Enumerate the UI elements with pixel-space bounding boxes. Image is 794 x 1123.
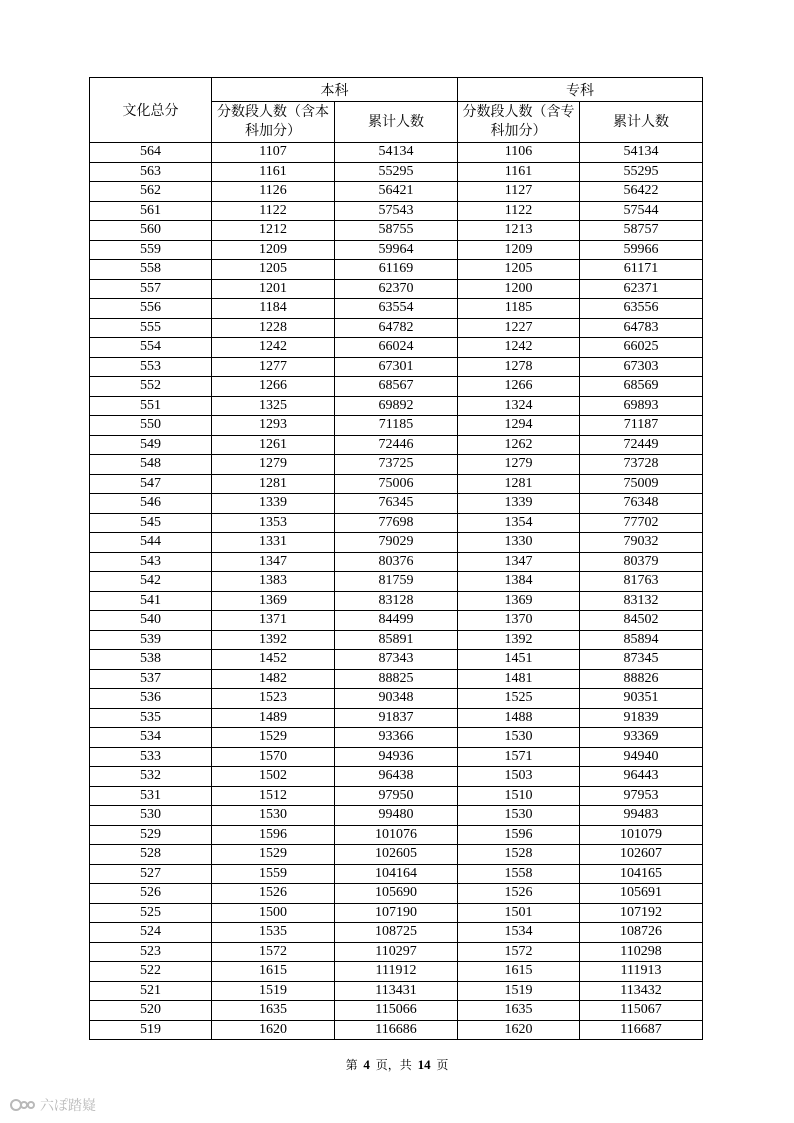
zhuanke-cumulative-cell: 80379: [580, 552, 703, 572]
score-cell: 520: [90, 1001, 212, 1021]
zhuanke-cumulative-cell: 90351: [580, 689, 703, 709]
score-cell: 531: [90, 786, 212, 806]
benke-cumulative-cell: 67301: [335, 357, 458, 377]
table-row: [90, 435, 703, 455]
benke-cumulative-cell: 69892: [335, 396, 458, 416]
benke-count-cell: 1615: [212, 962, 335, 982]
score-cell: 554: [90, 338, 212, 358]
table-row: [90, 1020, 703, 1040]
table-row: [90, 981, 703, 1001]
benke-count-cell: 1347: [212, 552, 335, 572]
zhuanke-cumulative-cell: 63556: [580, 299, 703, 319]
benke-cumulative-cell: 61169: [335, 260, 458, 280]
zhuanke-cumulative-cell: 96443: [580, 767, 703, 787]
score-cell: 525: [90, 903, 212, 923]
table-row: [90, 611, 703, 631]
benke-cumulative-cell: 111912: [335, 962, 458, 982]
benke-cumulative-cell: 97950: [335, 786, 458, 806]
score-cell: 523: [90, 942, 212, 962]
benke-count-cell: 1371: [212, 611, 335, 631]
score-cell: 530: [90, 806, 212, 826]
table-row: [90, 825, 703, 845]
zhuanke-count-cell: 1530: [458, 728, 580, 748]
score-cell: 550: [90, 416, 212, 436]
zhuanke-count-cell: 1242: [458, 338, 580, 358]
table-row: [90, 260, 703, 280]
footer-page-number: 4: [363, 1057, 370, 1072]
zhuanke-cumulative-cell: 88826: [580, 669, 703, 689]
zhuanke-count-cell: 1571: [458, 747, 580, 767]
benke-count-cell: 1261: [212, 435, 335, 455]
zhuanke-cumulative-cell: 107192: [580, 903, 703, 923]
score-cell: 553: [90, 357, 212, 377]
zhuanke-cumulative-cell: 108726: [580, 923, 703, 943]
zhuanke-cumulative-cell: 101079: [580, 825, 703, 845]
benke-count-cell: 1620: [212, 1020, 335, 1040]
benke-count-cell: 1353: [212, 513, 335, 533]
footer-middle: 页，共: [375, 1058, 412, 1072]
score-cell: 556: [90, 299, 212, 319]
benke-cumulative-cell: 88825: [335, 669, 458, 689]
zhuanke-count-cell: 1278: [458, 357, 580, 377]
table-row: [90, 513, 703, 533]
zhuanke-count-cell: 1503: [458, 767, 580, 787]
zhuanke-count-cell: 1294: [458, 416, 580, 436]
table-row: [90, 182, 703, 202]
zhuanke-count-cell: 1392: [458, 630, 580, 650]
score-cell: 558: [90, 260, 212, 280]
benke-count-cell: 1529: [212, 728, 335, 748]
zhuanke-count-cell: 1369: [458, 591, 580, 611]
zhuanke-cumulative-cell: 61171: [580, 260, 703, 280]
table-row: [90, 903, 703, 923]
score-cell: 546: [90, 494, 212, 514]
benke-cumulative-cell: 80376: [335, 552, 458, 572]
benke-cumulative-cell: 64782: [335, 318, 458, 338]
zhuanke-count-cell: 1370: [458, 611, 580, 631]
zhuanke-count-cell: 1635: [458, 1001, 580, 1021]
benke-count-cell: 1209: [212, 240, 335, 260]
benke-cumulative-cell: 81759: [335, 572, 458, 592]
zhuanke-cumulative-cell: 93369: [580, 728, 703, 748]
benke-cumulative-cell: 79029: [335, 533, 458, 553]
benke-cumulative-cell: 63554: [335, 299, 458, 319]
benke-cumulative-cell: 101076: [335, 825, 458, 845]
table-row: [90, 591, 703, 611]
zhuanke-count-cell: 1330: [458, 533, 580, 553]
table-row: [90, 455, 703, 475]
footer-total-pages: 14: [417, 1057, 431, 1072]
benke-cumulative-cell: 102605: [335, 845, 458, 865]
benke-cumulative-cell: 54134: [335, 143, 458, 163]
score-cell: 521: [90, 981, 212, 1001]
score-distribution-table: [89, 77, 703, 1040]
zhuanke-count-cell: 1528: [458, 845, 580, 865]
score-cell: 535: [90, 708, 212, 728]
score-cell: 539: [90, 630, 212, 650]
logo-icon: [10, 1097, 36, 1113]
zhuanke-cumulative-cell: 58757: [580, 221, 703, 241]
benke-cumulative-cell: 108725: [335, 923, 458, 943]
benke-cumulative-cell: 84499: [335, 611, 458, 631]
table-row: [90, 162, 703, 182]
benke-count-cell: 1502: [212, 767, 335, 787]
score-cell: 526: [90, 884, 212, 904]
zhuanke-cumulative-cell: 62371: [580, 279, 703, 299]
table-row: [90, 942, 703, 962]
benke-count-cell: 1242: [212, 338, 335, 358]
zhuanke-cumulative-cell: 55295: [580, 162, 703, 182]
zhuanke-cumulative-cell: 115067: [580, 1001, 703, 1021]
table-row: [90, 864, 703, 884]
zhuanke-count-cell: 1262: [458, 435, 580, 455]
zhuanke-count-cell: 1501: [458, 903, 580, 923]
zhuanke-cumulative-cell: 113432: [580, 981, 703, 1001]
zhuanke-cumulative-cell: 99483: [580, 806, 703, 826]
benke-cumulative-cell: 105690: [335, 884, 458, 904]
benke-count-cell: 1325: [212, 396, 335, 416]
score-cell: 532: [90, 767, 212, 787]
benke-cumulative-cell: 68567: [335, 377, 458, 397]
score-cell: 538: [90, 650, 212, 670]
benke-cumulative-cell: 56421: [335, 182, 458, 202]
benke-count-cell: 1482: [212, 669, 335, 689]
zhuanke-count-cell: 1510: [458, 786, 580, 806]
header-zhuanke-group: 专科: [458, 78, 703, 102]
zhuanke-count-cell: 1530: [458, 806, 580, 826]
benke-count-cell: 1161: [212, 162, 335, 182]
benke-cumulative-cell: 93366: [335, 728, 458, 748]
zhuanke-count-cell: 1209: [458, 240, 580, 260]
score-cell: 527: [90, 864, 212, 884]
footer-prefix: 第: [345, 1058, 358, 1072]
benke-cumulative-cell: 96438: [335, 767, 458, 787]
zhuanke-cumulative-cell: 64783: [580, 318, 703, 338]
table-row: [90, 728, 703, 748]
header-zhuanke-cumulative: 累计人数: [580, 102, 703, 143]
zhuanke-cumulative-cell: 67303: [580, 357, 703, 377]
benke-count-cell: 1523: [212, 689, 335, 709]
zhuanke-count-cell: 1451: [458, 650, 580, 670]
table-row: [90, 884, 703, 904]
table-row: [90, 474, 703, 494]
table-row: [90, 396, 703, 416]
zhuanke-cumulative-cell: 84502: [580, 611, 703, 631]
score-cell: 524: [90, 923, 212, 943]
header-total-score: 文化总分: [90, 78, 212, 143]
benke-cumulative-cell: 76345: [335, 494, 458, 514]
zhuanke-cumulative-cell: 54134: [580, 143, 703, 163]
table-row: [90, 923, 703, 943]
benke-count-cell: 1530: [212, 806, 335, 826]
score-cell: 528: [90, 845, 212, 865]
score-cell: 540: [90, 611, 212, 631]
zhuanke-cumulative-cell: 75009: [580, 474, 703, 494]
score-cell: 549: [90, 435, 212, 455]
benke-cumulative-cell: 87343: [335, 650, 458, 670]
benke-count-cell: 1489: [212, 708, 335, 728]
zhuanke-cumulative-cell: 68569: [580, 377, 703, 397]
benke-cumulative-cell: 72446: [335, 435, 458, 455]
table-row: [90, 494, 703, 514]
zhuanke-cumulative-cell: 85894: [580, 630, 703, 650]
benke-cumulative-cell: 73725: [335, 455, 458, 475]
benke-cumulative-cell: 55295: [335, 162, 458, 182]
score-cell: 552: [90, 377, 212, 397]
zhuanke-cumulative-cell: 111913: [580, 962, 703, 982]
zhuanke-count-cell: 1122: [458, 201, 580, 221]
score-cell: 537: [90, 669, 212, 689]
benke-count-cell: 1559: [212, 864, 335, 884]
zhuanke-count-cell: 1213: [458, 221, 580, 241]
benke-cumulative-cell: 58755: [335, 221, 458, 241]
zhuanke-count-cell: 1205: [458, 260, 580, 280]
table-row: [90, 630, 703, 650]
score-cell: 533: [90, 747, 212, 767]
score-cell: 557: [90, 279, 212, 299]
score-cell: 560: [90, 221, 212, 241]
benke-cumulative-cell: 62370: [335, 279, 458, 299]
zhuanke-count-cell: 1384: [458, 572, 580, 592]
benke-cumulative-cell: 66024: [335, 338, 458, 358]
table-body: [90, 143, 703, 1040]
zhuanke-cumulative-cell: 66025: [580, 338, 703, 358]
zhuanke-cumulative-cell: 69893: [580, 396, 703, 416]
zhuanke-count-cell: 1615: [458, 962, 580, 982]
zhuanke-cumulative-cell: 79032: [580, 533, 703, 553]
benke-count-cell: 1635: [212, 1001, 335, 1021]
zhuanke-count-cell: 1281: [458, 474, 580, 494]
score-cell: 542: [90, 572, 212, 592]
zhuanke-count-cell: 1526: [458, 884, 580, 904]
watermark: [10, 1095, 96, 1115]
zhuanke-cumulative-cell: 77702: [580, 513, 703, 533]
zhuanke-count-cell: 1354: [458, 513, 580, 533]
zhuanke-count-cell: 1525: [458, 689, 580, 709]
benke-count-cell: 1383: [212, 572, 335, 592]
score-cell: 561: [90, 201, 212, 221]
watermark-text: 六ぽ踏嶷: [40, 1098, 96, 1114]
zhuanke-count-cell: 1572: [458, 942, 580, 962]
benke-count-cell: 1392: [212, 630, 335, 650]
zhuanke-cumulative-cell: 59966: [580, 240, 703, 260]
score-cell: 559: [90, 240, 212, 260]
score-cell: 544: [90, 533, 212, 553]
table-row: [90, 962, 703, 982]
zhuanke-count-cell: 1558: [458, 864, 580, 884]
benke-count-cell: 1293: [212, 416, 335, 436]
zhuanke-count-cell: 1481: [458, 669, 580, 689]
score-cell: 543: [90, 552, 212, 572]
header-benke-group: 本科: [212, 78, 458, 102]
zhuanke-count-cell: 1161: [458, 162, 580, 182]
zhuanke-count-cell: 1519: [458, 981, 580, 1001]
benke-count-cell: 1500: [212, 903, 335, 923]
zhuanke-count-cell: 1279: [458, 455, 580, 475]
benke-cumulative-cell: 99480: [335, 806, 458, 826]
table-row: [90, 747, 703, 767]
table-row: [90, 221, 703, 241]
zhuanke-cumulative-cell: 73728: [580, 455, 703, 475]
zhuanke-count-cell: 1596: [458, 825, 580, 845]
benke-count-cell: 1212: [212, 221, 335, 241]
benke-count-cell: 1512: [212, 786, 335, 806]
benke-count-cell: 1535: [212, 923, 335, 943]
benke-cumulative-cell: 94936: [335, 747, 458, 767]
benke-count-cell: 1369: [212, 591, 335, 611]
zhuanke-count-cell: 1347: [458, 552, 580, 572]
benke-cumulative-cell: 59964: [335, 240, 458, 260]
zhuanke-cumulative-cell: 102607: [580, 845, 703, 865]
table-row: [90, 845, 703, 865]
table-row: [90, 572, 703, 592]
table-row: [90, 357, 703, 377]
benke-cumulative-cell: 116686: [335, 1020, 458, 1040]
benke-cumulative-cell: 75006: [335, 474, 458, 494]
benke-count-cell: 1107: [212, 143, 335, 163]
benke-count-cell: 1122: [212, 201, 335, 221]
score-cell: 563: [90, 162, 212, 182]
score-cell: 547: [90, 474, 212, 494]
header-zhuanke-count: 分数段人数（含专科加分）: [458, 102, 580, 143]
table-row: [90, 377, 703, 397]
score-cell: 541: [90, 591, 212, 611]
zhuanke-count-cell: 1106: [458, 143, 580, 163]
zhuanke-count-cell: 1227: [458, 318, 580, 338]
score-cell: 519: [90, 1020, 212, 1040]
benke-count-cell: 1184: [212, 299, 335, 319]
table-row: [90, 240, 703, 260]
table-row: [90, 806, 703, 826]
benke-count-cell: 1529: [212, 845, 335, 865]
table-row: [90, 708, 703, 728]
zhuanke-count-cell: 1534: [458, 923, 580, 943]
table-row: [90, 650, 703, 670]
benke-cumulative-cell: 71185: [335, 416, 458, 436]
zhuanke-count-cell: 1324: [458, 396, 580, 416]
benke-count-cell: 1201: [212, 279, 335, 299]
zhuanke-cumulative-cell: 110298: [580, 942, 703, 962]
benke-count-cell: 1281: [212, 474, 335, 494]
score-cell: 534: [90, 728, 212, 748]
zhuanke-count-cell: 1185: [458, 299, 580, 319]
table-row: [90, 416, 703, 436]
zhuanke-cumulative-cell: 97953: [580, 786, 703, 806]
benke-count-cell: 1205: [212, 260, 335, 280]
benke-count-cell: 1126: [212, 182, 335, 202]
benke-cumulative-cell: 57543: [335, 201, 458, 221]
benke-count-cell: 1452: [212, 650, 335, 670]
table-row: [90, 552, 703, 572]
header-benke-cumulative: 累计人数: [335, 102, 458, 143]
benke-cumulative-cell: 83128: [335, 591, 458, 611]
score-cell: 548: [90, 455, 212, 475]
benke-count-cell: 1519: [212, 981, 335, 1001]
zhuanke-cumulative-cell: 56422: [580, 182, 703, 202]
zhuanke-cumulative-cell: 105691: [580, 884, 703, 904]
score-cell: 555: [90, 318, 212, 338]
benke-cumulative-cell: 85891: [335, 630, 458, 650]
zhuanke-cumulative-cell: 116687: [580, 1020, 703, 1040]
zhuanke-count-cell: 1620: [458, 1020, 580, 1040]
score-cell: 564: [90, 143, 212, 163]
table-row: [90, 767, 703, 787]
table-row: [90, 279, 703, 299]
header-benke-count: 分数段人数（含本科加分）: [212, 102, 335, 143]
benke-cumulative-cell: 110297: [335, 942, 458, 962]
zhuanke-count-cell: 1488: [458, 708, 580, 728]
benke-cumulative-cell: 107190: [335, 903, 458, 923]
table-row: [90, 1001, 703, 1021]
score-cell: 562: [90, 182, 212, 202]
zhuanke-count-cell: 1127: [458, 182, 580, 202]
table-row: [90, 143, 703, 163]
zhuanke-count-cell: 1266: [458, 377, 580, 397]
zhuanke-cumulative-cell: 91839: [580, 708, 703, 728]
benke-count-cell: 1277: [212, 357, 335, 377]
table-row: [90, 318, 703, 338]
benke-cumulative-cell: 113431: [335, 981, 458, 1001]
benke-cumulative-cell: 104164: [335, 864, 458, 884]
benke-cumulative-cell: 77698: [335, 513, 458, 533]
table-row: [90, 299, 703, 319]
table-row: [90, 338, 703, 358]
benke-count-cell: 1572: [212, 942, 335, 962]
zhuanke-cumulative-cell: 72449: [580, 435, 703, 455]
footer-suffix: 页: [436, 1058, 449, 1072]
score-cell: 529: [90, 825, 212, 845]
zhuanke-count-cell: 1339: [458, 494, 580, 514]
benke-count-cell: 1570: [212, 747, 335, 767]
benke-count-cell: 1596: [212, 825, 335, 845]
benke-cumulative-cell: 115066: [335, 1001, 458, 1021]
table-row: [90, 786, 703, 806]
benke-count-cell: 1228: [212, 318, 335, 338]
table-row: [90, 689, 703, 709]
benke-cumulative-cell: 90348: [335, 689, 458, 709]
zhuanke-cumulative-cell: 94940: [580, 747, 703, 767]
zhuanke-cumulative-cell: 76348: [580, 494, 703, 514]
zhuanke-cumulative-cell: 81763: [580, 572, 703, 592]
zhuanke-cumulative-cell: 71187: [580, 416, 703, 436]
zhuanke-cumulative-cell: 83132: [580, 591, 703, 611]
score-cell: 522: [90, 962, 212, 982]
zhuanke-cumulative-cell: 87345: [580, 650, 703, 670]
benke-count-cell: 1279: [212, 455, 335, 475]
score-cell: 545: [90, 513, 212, 533]
zhuanke-cumulative-cell: 104165: [580, 864, 703, 884]
benke-count-cell: 1526: [212, 884, 335, 904]
score-cell: 551: [90, 396, 212, 416]
zhuanke-cumulative-cell: 57544: [580, 201, 703, 221]
table-row: [90, 201, 703, 221]
benke-count-cell: 1331: [212, 533, 335, 553]
table-row: [90, 669, 703, 689]
benke-count-cell: 1339: [212, 494, 335, 514]
zhuanke-count-cell: 1200: [458, 279, 580, 299]
table-row: [90, 533, 703, 553]
benke-cumulative-cell: 91837: [335, 708, 458, 728]
benke-count-cell: 1266: [212, 377, 335, 397]
page-footer: [0, 1056, 794, 1073]
score-cell: 536: [90, 689, 212, 709]
